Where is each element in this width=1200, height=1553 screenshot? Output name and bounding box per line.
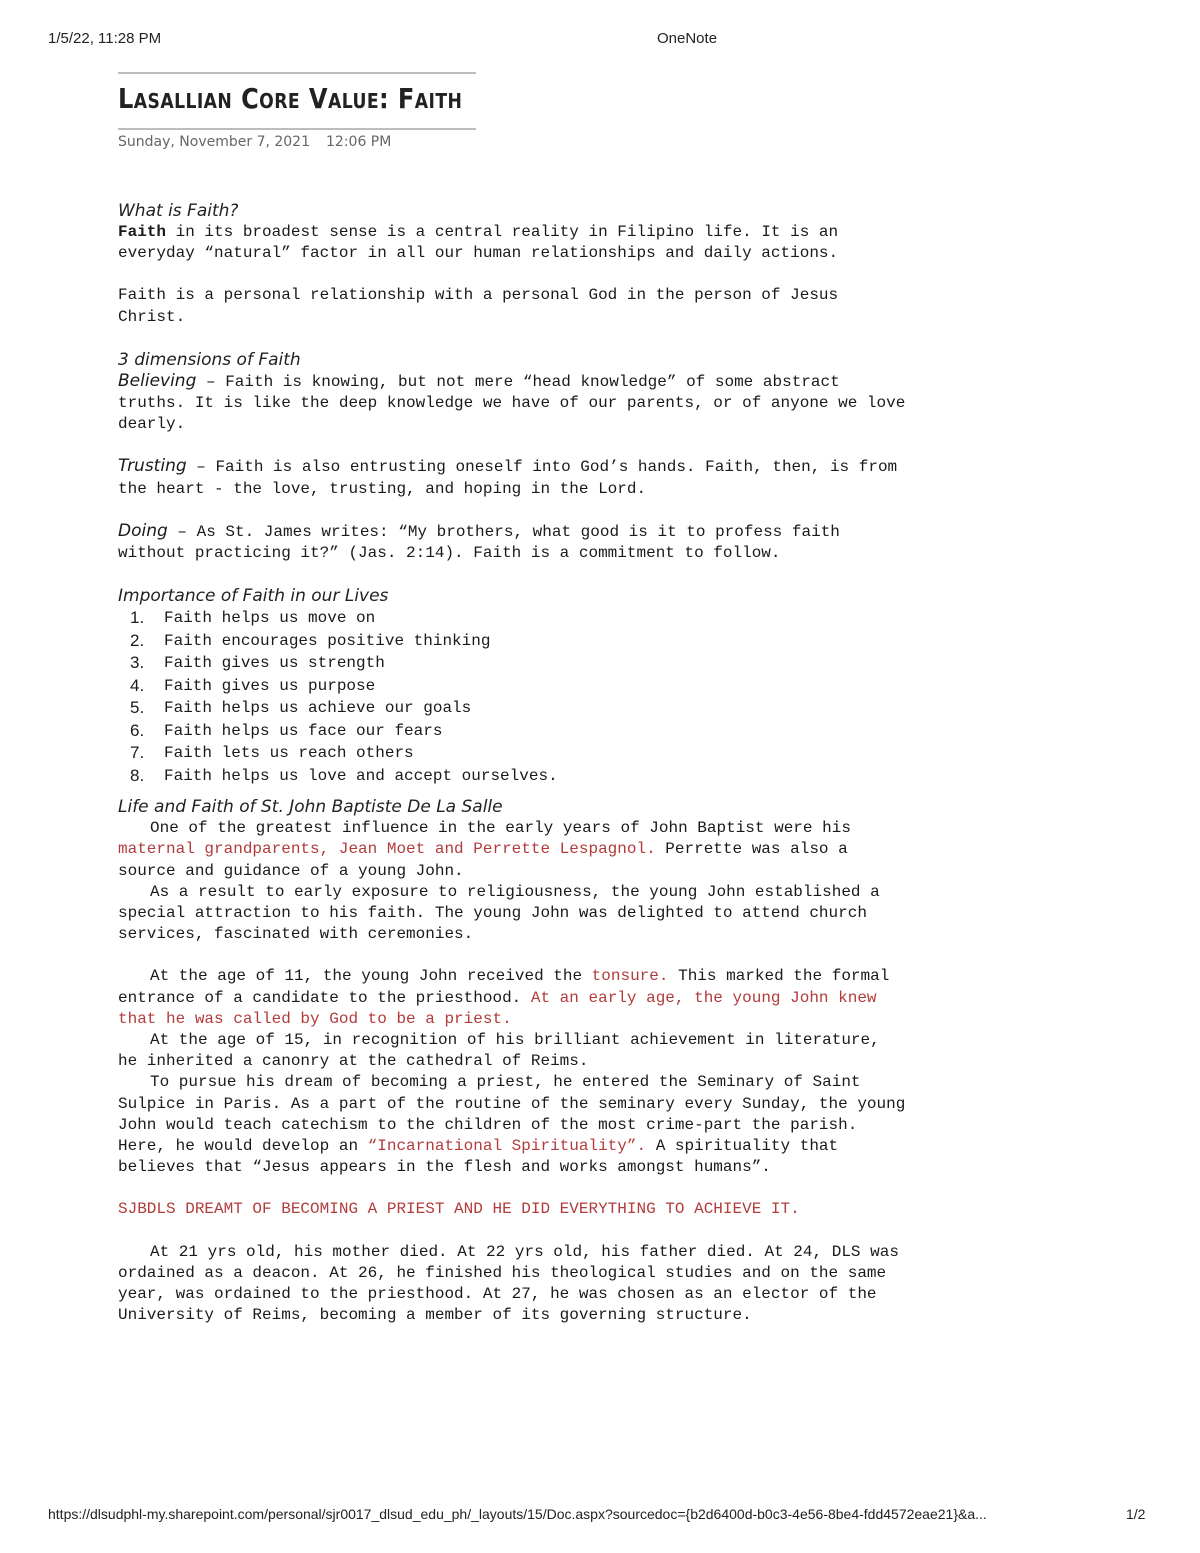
paragraph — [118, 818, 908, 882]
list-item — [118, 742, 908, 765]
list-text: Faith encourages positive thinking — [164, 631, 491, 650]
list-item — [118, 675, 908, 698]
text: As a result to early exposure to religiousness, the young John established a special attraction to his faith. The young John was delighted to attend church services, fascinated with ceremonies. — [118, 882, 890, 944]
text: – Faith is knowing, but not mere “head knowledge” of some abstract truths. It is like the deep knowledge we have of our parents, or of anyone we love dearly. — [118, 372, 915, 434]
paragraph — [118, 966, 908, 1030]
list-text: Faith lets us reach others — [164, 744, 414, 763]
list-number: 2. — [130, 630, 145, 650]
bold-term: Faith — [118, 223, 167, 241]
highlight-text: “Incarnational Spirituality”. — [367, 1137, 647, 1156]
list-item — [118, 652, 908, 675]
list-item — [118, 630, 908, 653]
list-item — [118, 720, 908, 743]
page-date: Sunday, November 7, 2021 — [118, 134, 311, 150]
paragraph — [118, 222, 908, 264]
text: Perrette was also a source and guidance of a young John. — [118, 840, 858, 880]
highlight-text: maternal grandparents, Jean Moet and Perrette Lespagnol. — [118, 840, 656, 859]
list-number: 5. — [130, 698, 145, 718]
print-url: https://dlsudphl-my.sharepoint.com/personal/sjr0017_dlsud_edu_ph/_layouts/15/Doc.aspx?sourcedoc={b2d6400d-b0c3-4e56-8be4-fdd4572eae21}&a... — [48, 1506, 987, 1522]
list-number: 3. — [130, 653, 145, 673]
title-top-rule — [118, 72, 476, 74]
page-timestamp — [118, 134, 407, 150]
list-text: Faith helps us move on — [164, 609, 376, 628]
text: To pursue his dream of becoming a priest, he entered the Seminary of Saint Sulpice in Paris. As a part of the routine of the seminary every Sunday, the young John would teach catechism to the children of the most crime-part the parish. Here, he would develop an — [118, 1073, 915, 1156]
text: At 21 yrs old, his mother died. At 22 yrs old, his father died. At 24, DLS was ordained as a deacon. At 26, he finished his theological studies and on the same year, was ordained to the priesthood. At 27, he was chosen as an elector of the University of Reims, becoming a member of its governing structure. — [118, 1242, 909, 1325]
highlight-text: At an early age, the young John knew that he was called by God to be a priest. — [118, 988, 887, 1028]
print-datetime: 1/5/22, 11:28 PM — [48, 30, 162, 47]
list-text: Faith gives us strength — [164, 654, 385, 673]
list-item — [118, 697, 908, 720]
text: in its broadest sense is a central reality in Filipino life. It is an everyday “natural” factor in all our human relationships and daily actions. — [118, 223, 848, 263]
text: At the age of 11, the young John received the — [150, 967, 592, 986]
text: This marked the formal entrance of a candidate to the priesthood. — [118, 967, 899, 1007]
dimension-label: Believing — [118, 370, 197, 391]
list-text: Faith helps us face our fears — [164, 721, 443, 740]
paragraph — [118, 1242, 908, 1327]
list-number: 6. — [130, 720, 145, 740]
section-heading-importance: Importance of Faith in our Lives — [118, 586, 389, 607]
section-heading-life: Life and Faith of St. John Baptiste De La Salle — [118, 797, 503, 818]
paragraph — [118, 1072, 915, 1178]
list-item — [118, 607, 908, 630]
highlight-text: tonsure. — [591, 967, 669, 986]
list-item — [118, 765, 908, 788]
text: At the age of 15, in recognition of his brilliant achievement in literature, he inherited a canonry at the cathedral of Reims. — [118, 1031, 890, 1071]
paragraph-doing — [118, 521, 908, 564]
page-title: Lasallian Core Value: Faith — [118, 82, 463, 115]
note-body — [118, 200, 915, 1327]
page-time: 12:06 PM — [326, 134, 392, 150]
list-text: Faith helps us achieve our goals — [164, 699, 472, 718]
paragraph — [118, 1030, 908, 1072]
list-number: 8. — [130, 765, 145, 785]
paragraph-believing — [118, 370, 915, 436]
callout-text: SJBDLS DREAMT OF BECOMING A PRIEST AND HE DID EVERYTHING TO ACHIEVE IT. — [118, 1200, 800, 1219]
print-page-number: 1/2 — [1126, 1506, 1146, 1522]
section-heading-dimensions: 3 dimensions of Faith — [118, 349, 301, 370]
importance-list — [118, 607, 908, 787]
text: A spirituality that believes that “Jesus appears in the flesh and works amongst humans”. — [118, 1137, 848, 1177]
list-number: 1. — [130, 608, 145, 628]
list-number: 4. — [130, 675, 145, 695]
dimension-label: Doing — [118, 520, 168, 541]
text: – As St. James writes: “My brothers, what good is it to profess faith without practicing it?” (Jas. 2:14). Faith is a commitment to follow. — [118, 522, 850, 563]
paragraph-trusting — [118, 456, 908, 499]
text: One of the greatest influence in the early years of John Baptist were his — [150, 819, 861, 838]
text: – Faith is also entrusting oneself into God’s hands. Faith, then, is from the heart - the love, trusting, and hoping in the Lord. — [118, 458, 907, 498]
list-number: 7. — [130, 743, 145, 763]
dimension-label: Trusting — [118, 456, 187, 477]
list-text: Faith gives us purpose — [164, 676, 376, 695]
paragraph: Faith is a personal relationship with a personal God in the person of Jesus Christ. — [118, 286, 848, 326]
title-bottom-rule — [118, 128, 476, 130]
section-heading-what-is-faith: What is Faith? — [118, 201, 239, 221]
print-app-name: OneNote — [657, 30, 718, 47]
paragraph — [118, 882, 908, 946]
list-text: Faith helps us love and accept ourselves. — [164, 766, 558, 785]
